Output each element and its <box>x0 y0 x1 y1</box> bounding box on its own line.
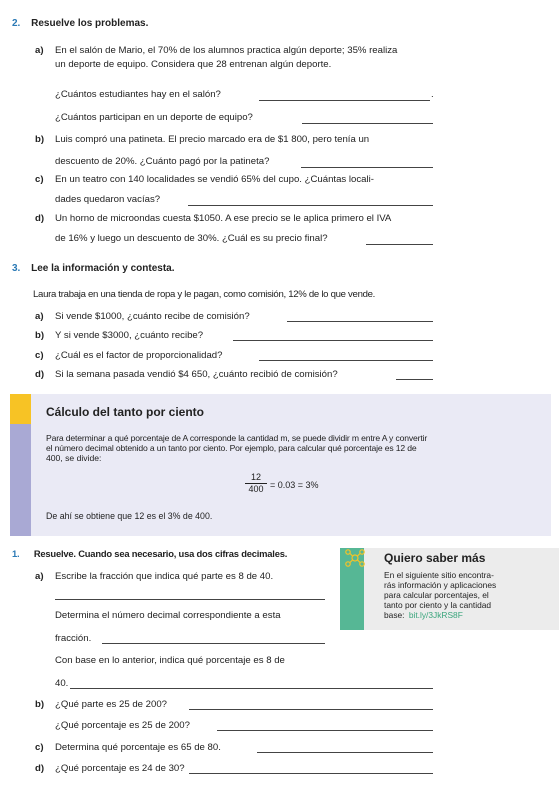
question-b-2: ¿Qué porcentaje es 25 de 200? <box>55 720 190 731</box>
item-letter-b: b) <box>35 134 45 145</box>
problem-b-line2: descuento de 20%. ¿Cuánto pagó por la patineta? <box>55 156 270 167</box>
section-title: Lee la información y contesta. <box>31 263 175 274</box>
answer-line[interactable] <box>102 643 325 644</box>
problem-b-line1: Luis compró una patineta. El precio marcado era de $1 800, pero tenía un <box>55 134 370 145</box>
answer-line[interactable] <box>55 599 325 600</box>
problem-a-question1: ¿Cuántos estudiantes hay en el salón? <box>55 89 221 100</box>
answer-line[interactable] <box>70 688 433 689</box>
resource-link[interactable]: bit.ly/3JkRS8F <box>408 610 463 620</box>
section-1-heading <box>12 548 287 560</box>
fraction-denominator: 400 <box>245 483 267 494</box>
period: . <box>431 89 434 100</box>
answer-line[interactable] <box>189 773 433 774</box>
section-title: Resuelve. Cuando sea necesario, usa dos cifras decimales. <box>33 548 288 559</box>
quiero-line2: rás información y aplicaciones <box>384 580 497 590</box>
quiero-line5 <box>384 610 463 620</box>
answer-line[interactable] <box>366 244 433 245</box>
answer-line[interactable] <box>217 730 433 731</box>
section-title: Resuelve los problemas. <box>31 18 149 29</box>
item-letter-a: a) <box>35 571 44 582</box>
answer-line[interactable] <box>257 752 433 753</box>
question-a-sub2-line1: Con base en lo anterior, indica qué porcentaje es 8 de <box>55 655 285 666</box>
question-b: Y si vende $3000, ¿cuánto recibe? <box>55 330 204 341</box>
quiero-line1: En el siguiente sitio encontra- <box>384 570 494 580</box>
equation-result: = 0.03 = 3% <box>270 480 319 490</box>
item-letter-d: d) <box>35 369 45 380</box>
item-letter-c: c) <box>35 742 44 753</box>
problem-a-line2: un deporte de equipo. Considera que 28 entrenan algún deporte. <box>55 59 332 70</box>
problem-c-line2: dades quedaron vacías? <box>55 194 161 205</box>
answer-line[interactable] <box>302 123 433 124</box>
item-letter-a: a) <box>35 45 44 56</box>
accent-bar <box>10 424 31 536</box>
info-box-line1: Para determinar a qué porcentaje de A corresponde la cantidad m, se puede dividir m entre A y convertir <box>46 433 428 443</box>
item-letter-c: c) <box>35 174 44 185</box>
info-box-line2: el número decimal obtenido a un tanto por ciento. Por ejemplo, para calcular qué porcentaje es 12 de <box>46 443 417 453</box>
question-a: Escribe la fracción que indica qué parte es 8 de 40. <box>55 571 274 582</box>
answer-line[interactable] <box>259 360 433 361</box>
fraction <box>245 472 267 494</box>
problem-d-line2: de 16% y luego un descuento de 30%. ¿Cuál es su precio final? <box>55 233 328 244</box>
section-number: 2. <box>12 18 21 29</box>
answer-line[interactable] <box>188 205 433 206</box>
quiero-line3: para calcular porcentajes, el <box>384 590 489 600</box>
info-box-title: Cálculo del tanto por ciento <box>46 405 205 419</box>
item-letter-c: c) <box>35 350 44 361</box>
question-b-1: ¿Qué parte es 25 de 200? <box>55 699 168 710</box>
question-a-sub2-line2: 40. <box>55 678 69 689</box>
quiero-line4: tanto por ciento y la cantidad <box>384 600 492 610</box>
question-a-sub1-line2: fracción. <box>55 633 92 644</box>
item-letter-a: a) <box>35 311 44 322</box>
info-box-conclusion: De ahí se obtiene que 12 es el 3% de 400. <box>46 511 213 521</box>
quiero-base-label: base: <box>384 610 405 620</box>
item-letter-d: d) <box>35 763 45 774</box>
problem-a-question2: ¿Cuántos participan en un deporte de equipo? <box>55 112 253 123</box>
question-d: ¿Qué porcentaje es 24 de 30? <box>55 763 185 774</box>
problem-c-line1: En un teatro con 140 localidades se vendió 65% del cupo. ¿Cuántas locali- <box>55 174 374 185</box>
question-a: Si vende $1000, ¿cuánto recibe de comisión? <box>55 311 250 322</box>
item-letter-b: b) <box>35 330 45 341</box>
question-a-sub1-line1: Determina el número decimal correspondiente a esta <box>55 610 281 621</box>
item-letter-b: b) <box>35 699 45 710</box>
question-c: ¿Cuál es el factor de proporcionalidad? <box>55 350 223 361</box>
answer-line[interactable] <box>189 709 433 710</box>
section-number: 1. <box>12 548 20 559</box>
answer-line[interactable] <box>287 321 433 322</box>
section-2-heading <box>12 18 148 30</box>
answer-line[interactable] <box>233 340 433 341</box>
fraction-numerator: 12 <box>250 472 261 482</box>
answer-line[interactable] <box>301 167 433 168</box>
molecule-icon <box>344 547 366 569</box>
accent-bar <box>10 394 31 424</box>
quiero-saber-mas-title: Quiero saber más <box>384 551 486 565</box>
context-text: Laura trabaja en una tienda de ropa y le pagan, como comisión, 12% de lo que vende. <box>33 289 376 300</box>
question-c: Determina qué porcentaje es 65 de 80. <box>55 742 221 753</box>
item-letter-d: d) <box>35 213 45 224</box>
answer-line[interactable] <box>259 100 430 101</box>
section-number: 3. <box>12 263 21 274</box>
problem-a-line1: En el salón de Mario, el 70% de los alumnos practica algún deporte; 35% realiza <box>55 45 398 56</box>
answer-line[interactable] <box>396 379 433 380</box>
section-3-heading <box>12 263 175 275</box>
problem-d-line1: Un horno de microondas cuesta $1050. A ese precio se le aplica primero el IVA <box>55 213 392 224</box>
question-d: Si la semana pasada vendió $4 650, ¿cuánto recibió de comisión? <box>55 369 338 380</box>
info-box-line3: 400, se divide: <box>46 453 102 463</box>
